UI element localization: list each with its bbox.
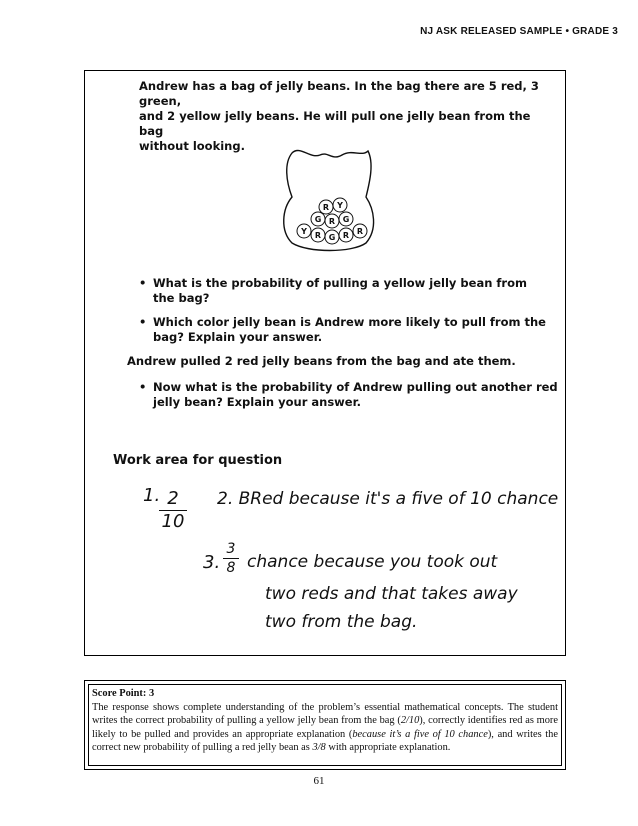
bean-label: G: [328, 233, 336, 242]
bean-label: G: [342, 215, 350, 224]
answer-1-label: 1.: [143, 485, 161, 506]
problem-line: without looking.: [139, 139, 245, 153]
student-work-frame: [84, 70, 566, 656]
answer-3-line-1: chance because you took out: [247, 552, 498, 572]
problem-followup: Andrew pulled 2 red jelly beans from the bag and ate them.: [127, 354, 516, 368]
score-box: [84, 680, 566, 770]
work-area-title: Work area for question: [113, 453, 283, 468]
page-number: 61: [313, 775, 325, 787]
bean-label: R: [328, 217, 336, 226]
bean-label: R: [356, 227, 364, 236]
answer-3-fraction: 3 8: [223, 541, 239, 576]
question-list: [127, 276, 559, 419]
bean-label: G: [314, 215, 322, 224]
page-header: NJ ASK RELEASED SAMPLE • GRADE 3: [420, 26, 618, 37]
problem-intro: [139, 79, 549, 154]
bean-label: Y: [337, 201, 343, 210]
answer-3-line-2: two reds and that takes away: [265, 584, 518, 604]
jelly-bean-bag-illustration: [270, 145, 390, 255]
problem-line: Andrew has a bag of jelly beans. In the bag there are 5 red, 3 green,: [139, 79, 539, 108]
answer-3-label: 3.: [203, 552, 221, 573]
bean-label: R: [322, 203, 330, 212]
bean-label: Y: [301, 227, 307, 236]
answer-1-fraction: 2 10: [159, 489, 187, 532]
question-1: • What is the probability of pulling a yellow jelly bean from the bag?: [139, 276, 559, 306]
bean-label: R: [314, 231, 322, 240]
question-2: • Which color jelly bean is Andrew more likely to pull from the bag? Explain your answer.: [139, 315, 559, 345]
score-commentary: Score Point: 3 The response shows complete understanding of the problem’s essential mathematical concepts. The student writes the correct probability of pulling a yellow jelly bean from the bag (2/10), correctly identifies red as more likely to be pulled and provides an appropriate explanation (because it’s a five of 10 chance), and writes the correct new probability of pulling a red jelly bean as 3/8 with appropriate explanation.: [88, 684, 562, 766]
answer-2: 2. BRed because it's a five of 10 chance: [217, 489, 559, 509]
question-3: • Now what is the probability of Andrew pulling out another red jelly bean? Explain your answer.: [139, 380, 559, 410]
problem-line: and 2 yellow jelly beans. He will pull one jelly bean from the bag: [139, 109, 531, 138]
bean-label: R: [342, 231, 350, 240]
answer-3-line-3: two from the bag.: [265, 612, 418, 632]
score-title: Score Point: 3: [92, 688, 155, 699]
